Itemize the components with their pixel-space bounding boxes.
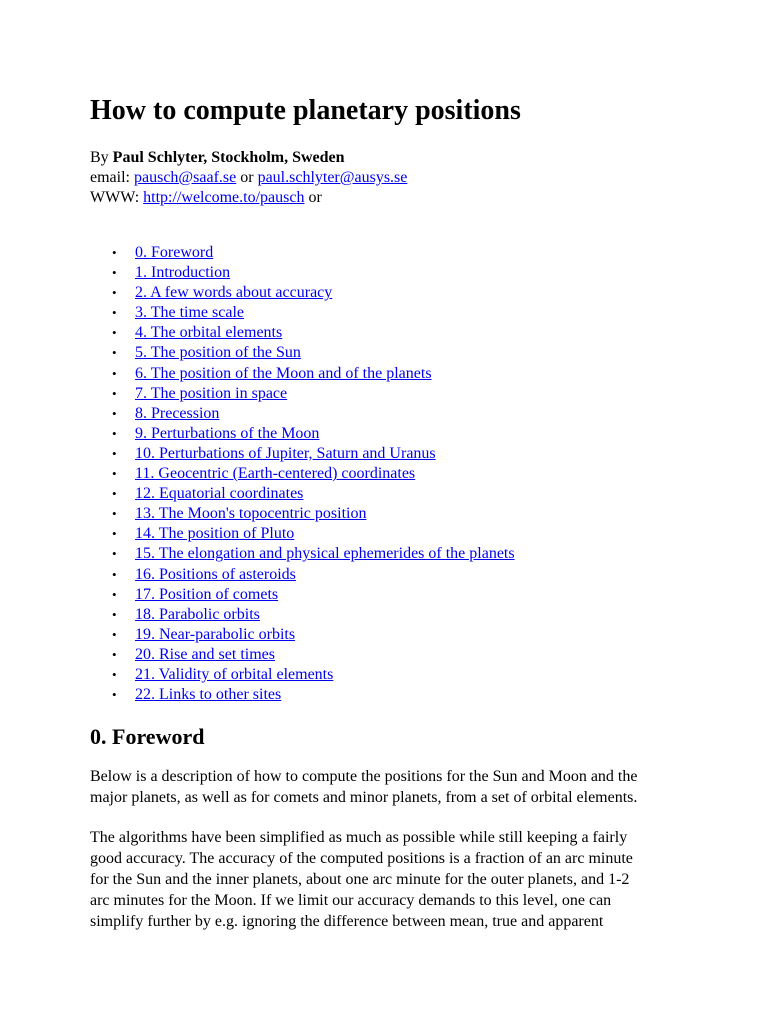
toc-link[interactable]: 6. The position of the Moon and of the planets [135, 364, 432, 382]
toc-item [90, 524, 515, 544]
toc-link[interactable]: 13. The Moon's topocentric position [135, 505, 367, 523]
toc-item [90, 283, 515, 303]
email-link-secondary[interactable]: paul.schlyter@ausys.se [257, 169, 408, 186]
toc-item [90, 484, 515, 504]
paragraph-line: for the Sun and the inner planets, about one arc minute for the outer planets, and 1-2 [90, 871, 630, 888]
toc-link[interactable]: 5. The position of the Sun [135, 344, 301, 362]
toc-link[interactable]: 2. A few words about accuracy [135, 284, 333, 302]
bullet-marker: • [112, 305, 117, 321]
toc-link[interactable]: 8. Precession [135, 404, 220, 422]
toc-link[interactable]: 17. Position of comets [135, 585, 279, 603]
bullet-marker: • [112, 445, 117, 461]
toc-link[interactable]: 19. Near-parabolic orbits [135, 625, 296, 643]
email-line [90, 168, 407, 188]
paragraph-line: simplify further by e.g. ignoring the difference between mean, true and apparent [90, 913, 604, 930]
byline [90, 148, 407, 208]
toc-item [90, 625, 515, 645]
toc-link[interactable]: 20. Rise and set times [135, 645, 275, 663]
bullet-marker: • [112, 687, 117, 703]
toc-link[interactable]: 15. The elongation and physical ephemerides of the planets [135, 545, 515, 563]
toc-item [90, 424, 515, 444]
paragraph-line: major planets, as well as for comets and minor planets, from a set of orbital elements. [90, 789, 638, 806]
paragraph-line: good accuracy. The accuracy of the computed positions is a fraction of an arc minute [90, 850, 633, 867]
toc-item [90, 464, 515, 484]
email-link-primary[interactable]: pausch@saaf.se [133, 169, 237, 186]
author-name: Paul Schlyter, Stockholm, Sweden [112, 149, 345, 166]
toc-item [90, 605, 515, 625]
paragraph-line: The algorithms have been simplified as much as possible while still keeping a fairly [90, 829, 628, 846]
toc-item [90, 645, 515, 665]
bullet-marker: • [112, 405, 117, 421]
bullet-marker: • [112, 626, 117, 642]
bullet-marker: • [112, 385, 117, 401]
toc-link[interactable]: 16. Positions of asteroids [135, 565, 296, 583]
bullet-marker: • [112, 466, 117, 482]
toc-item [90, 685, 515, 705]
toc-item [90, 323, 515, 343]
toc-link[interactable]: 14. The position of Pluto [135, 525, 295, 543]
toc-link[interactable]: 18. Parabolic orbits [135, 605, 260, 623]
toc-link[interactable]: 11. Geocentric (Earth-centered) coordinates [135, 465, 416, 483]
bullet-marker: • [112, 566, 117, 582]
toc-item [90, 364, 515, 384]
email-label: email: [90, 169, 134, 186]
bullet-marker: • [112, 546, 117, 562]
www-line [90, 188, 407, 208]
www-or-separator: or [304, 189, 322, 206]
bullet-marker: • [112, 646, 117, 662]
toc-item [90, 384, 515, 404]
toc-link[interactable]: 0. Foreword [135, 244, 214, 261]
foreword-paragraph-1 [90, 766, 690, 808]
page-title: How to compute planetary positions [90, 95, 521, 126]
toc-item [90, 243, 515, 263]
toc-link[interactable]: 7. The position in space [135, 384, 288, 402]
toc-item [90, 665, 515, 685]
bullet-marker: • [112, 586, 117, 602]
toc-item [90, 544, 515, 564]
toc-link[interactable]: 22. Links to other sites [135, 686, 282, 704]
toc-link[interactable]: 3. The time scale [135, 304, 244, 322]
toc-link[interactable]: 9. Perturbations of the Moon [135, 424, 320, 442]
bullet-marker: • [112, 486, 117, 502]
paragraph-line: Below is a description of how to compute the positions for the Sun and Moon and the [90, 768, 638, 785]
bullet-marker: • [112, 325, 117, 341]
toc-link[interactable]: 12. Equatorial coordinates [135, 485, 304, 503]
paragraph-line: arc minutes for the Moon. If we limit our accuracy demands to this level, one can [90, 892, 612, 909]
website-link[interactable]: http://welcome.to/pausch [143, 189, 305, 206]
toc-item [90, 263, 515, 283]
toc-item [90, 343, 515, 363]
toc-item [90, 504, 515, 524]
bullet-marker: • [112, 345, 117, 361]
bullet-marker: • [112, 265, 117, 281]
toc-link[interactable]: 4. The orbital elements [135, 324, 283, 342]
bullet-marker: • [112, 365, 117, 381]
toc-link[interactable]: 1. Introduction [135, 264, 231, 282]
bullet-marker: • [112, 526, 117, 542]
www-label: WWW: [90, 189, 144, 206]
toc-item [90, 444, 515, 464]
bullet-marker: • [112, 285, 117, 301]
bullet-marker: • [112, 245, 117, 260]
bullet-marker: • [112, 425, 117, 441]
foreword-paragraph-2 [90, 827, 690, 932]
bullet-marker: • [112, 506, 117, 522]
by-prefix: By [90, 149, 113, 166]
table-of-contents [90, 243, 515, 705]
bullet-marker: • [112, 666, 117, 682]
toc-item [90, 565, 515, 585]
toc-item [90, 303, 515, 323]
toc-item [90, 404, 515, 424]
section-heading-foreword: 0. Foreword [90, 724, 205, 749]
bullet-marker: • [112, 606, 117, 622]
email-or-separator: or [236, 169, 258, 186]
toc-item [90, 585, 515, 605]
toc-link[interactable]: 10. Perturbations of Jupiter, Saturn and Uranus [135, 444, 436, 462]
toc-link[interactable]: 21. Validity of orbital elements [135, 665, 334, 683]
author-line [90, 148, 407, 168]
